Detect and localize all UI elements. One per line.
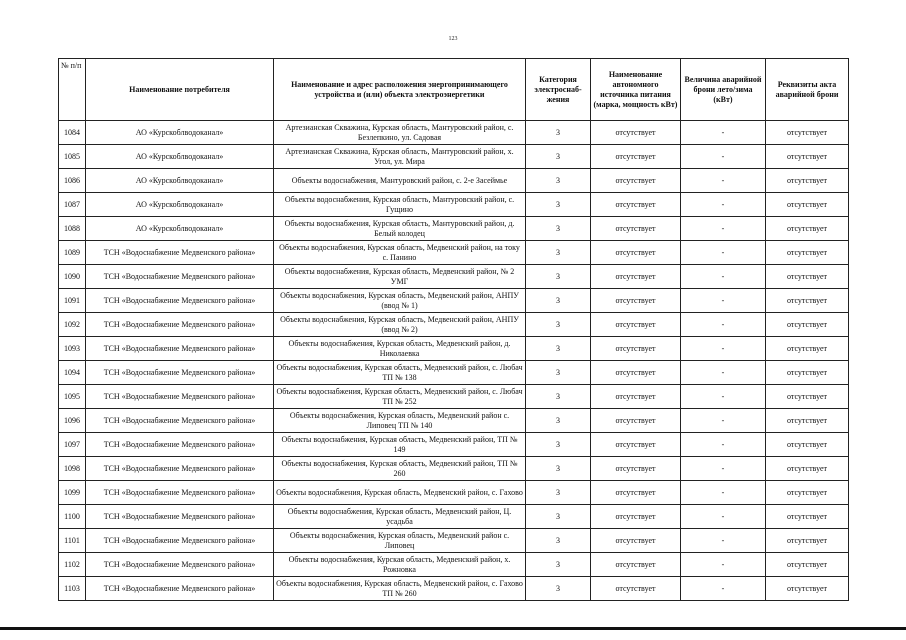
cell-source: отсутствует [591, 169, 681, 193]
cell-reserve: - [681, 217, 766, 241]
cell-reserve: - [681, 361, 766, 385]
cell-consumer: ТСН «Водоснабжение Медвенского района» [86, 481, 274, 505]
table-row [59, 241, 849, 265]
cell-reserve: - [681, 457, 766, 481]
cell-source: отсутствует [591, 577, 681, 601]
cell-source: отсутствует [591, 433, 681, 457]
header-reserve: Величина аварийной брони лето/зима (кВт) [681, 59, 766, 121]
cell-num: 1099 [59, 481, 86, 505]
page-number: 123 [448, 36, 458, 42]
cell-object: Объекты водоснабжения, Курская область, Медвенский район, д. Николаевка [274, 337, 526, 361]
cell-source: отсутствует [591, 553, 681, 577]
cell-source: отсутствует [591, 457, 681, 481]
table-body [59, 121, 849, 601]
cell-object: Объекты водоснабжения, Мантуровский район, с. 2-е Засеймье [274, 169, 526, 193]
cell-object: Объекты водоснабжения, Курская область, Медвенский район, с. Гахово ТП № 260 [274, 577, 526, 601]
cell-act: отсутствует [766, 145, 849, 169]
cell-object: Объекты водоснабжения, Курская область, Мантуровский район, д. Белый колодец [274, 217, 526, 241]
cell-act: отсутствует [766, 505, 849, 529]
cell-num: 1089 [59, 241, 86, 265]
table-row [59, 145, 849, 169]
cell-source: отсутствует [591, 265, 681, 289]
cell-reserve: - [681, 433, 766, 457]
table-row [59, 409, 849, 433]
cell-act: отсутствует [766, 433, 849, 457]
cell-num: 1100 [59, 505, 86, 529]
cell-category: 3 [526, 193, 591, 217]
cell-num: 1097 [59, 433, 86, 457]
header-category: Категория электроснаб-жения [526, 59, 591, 121]
table-row [59, 553, 849, 577]
cell-act: отсутствует [766, 289, 849, 313]
cell-consumer: ТСН «Водоснабжение Медвенского района» [86, 577, 274, 601]
cell-act: отсутствует [766, 529, 849, 553]
cell-source: отсутствует [591, 217, 681, 241]
table-row [59, 433, 849, 457]
cell-num: 1088 [59, 217, 86, 241]
cell-source: отсутствует [591, 193, 681, 217]
cell-category: 3 [526, 313, 591, 337]
cell-source: отсутствует [591, 313, 681, 337]
cell-object: Объекты водоснабжения, Курская область, Медвенский район с. Липовец [274, 529, 526, 553]
cell-source: отсутствует [591, 505, 681, 529]
cell-object: Артезианская Скважина, Курская область, Мантуровский район, с. Безлепкино, ул. Садовая [274, 121, 526, 145]
cell-act: отсутствует [766, 361, 849, 385]
cell-object: Объекты водоснабжения, Курская область, Медвенский район, ТП № 149 [274, 433, 526, 457]
cell-consumer: АО «Курскоблводоканал» [86, 145, 274, 169]
table-row [59, 577, 849, 601]
cell-act: отсутствует [766, 265, 849, 289]
table-header-row [59, 59, 849, 121]
table-row [59, 313, 849, 337]
cell-consumer: ТСН «Водоснабжение Медвенского района» [86, 409, 274, 433]
cell-object: Объекты водоснабжения, Курская область, Медвенский район, АНПУ (ввод № 1) [274, 289, 526, 313]
cell-source: отсутствует [591, 409, 681, 433]
cell-source: отсутствует [591, 241, 681, 265]
reserve-table [58, 58, 849, 601]
cell-consumer: ТСН «Водоснабжение Медвенского района» [86, 313, 274, 337]
table-row [59, 217, 849, 241]
cell-consumer: ТСН «Водоснабжение Медвенского района» [86, 385, 274, 409]
table-row [59, 361, 849, 385]
cell-act: отсутствует [766, 409, 849, 433]
cell-object: Объекты водоснабжения, Курская область, Медвенский район, с. Любач ТП № 252 [274, 385, 526, 409]
cell-reserve: - [681, 169, 766, 193]
cell-object: Объекты водоснабжения, Курская область, Медвенский район, с. Любач ТП № 138 [274, 361, 526, 385]
cell-reserve: - [681, 577, 766, 601]
cell-reserve: - [681, 313, 766, 337]
cell-num: 1091 [59, 289, 86, 313]
cell-consumer: ТСН «Водоснабжение Медвенского района» [86, 337, 274, 361]
cell-reserve: - [681, 241, 766, 265]
cell-reserve: - [681, 265, 766, 289]
cell-category: 3 [526, 217, 591, 241]
cell-reserve: - [681, 289, 766, 313]
cell-reserve: - [681, 337, 766, 361]
cell-consumer: АО «Курскоблводоканал» [86, 121, 274, 145]
cell-act: отсутствует [766, 577, 849, 601]
cell-source: отсутствует [591, 481, 681, 505]
cell-reserve: - [681, 145, 766, 169]
cell-act: отсутствует [766, 217, 849, 241]
cell-object: Артезианская Скважина, Курская область, Мантуровский район, х. Угол, ул. Мира [274, 145, 526, 169]
cell-num: 1086 [59, 169, 86, 193]
cell-act: отсутствует [766, 193, 849, 217]
cell-category: 3 [526, 241, 591, 265]
table-row [59, 337, 849, 361]
cell-source: отсутствует [591, 145, 681, 169]
cell-act: отсутствует [766, 313, 849, 337]
cell-object: Объекты водоснабжения, Курская область, Медвенский район, х. Рожновка [274, 553, 526, 577]
cell-object: Объекты водоснабжения, Курская область, Медвенский район, на току с. Панино [274, 241, 526, 265]
cell-category: 3 [526, 385, 591, 409]
cell-reserve: - [681, 553, 766, 577]
cell-consumer: ТСН «Водоснабжение Медвенского района» [86, 529, 274, 553]
table-row [59, 169, 849, 193]
header-source: Наименование автономного источника питания (марка, мощность кВт) [591, 59, 681, 121]
cell-act: отсутствует [766, 385, 849, 409]
cell-reserve: - [681, 529, 766, 553]
cell-source: отсутствует [591, 289, 681, 313]
table-row [59, 457, 849, 481]
cell-num: 1101 [59, 529, 86, 553]
header-object: Наименование и адрес расположения энергопринимающего устройства и (или) объекта электроэнергетики [274, 59, 526, 121]
cell-category: 3 [526, 409, 591, 433]
cell-reserve: - [681, 505, 766, 529]
cell-num: 1090 [59, 265, 86, 289]
header-act: Реквизиты акта аварийной брони [766, 59, 849, 121]
cell-consumer: ТСН «Водоснабжение Медвенского района» [86, 289, 274, 313]
cell-category: 3 [526, 457, 591, 481]
header-consumer: Наименование потребителя [86, 59, 274, 121]
cell-category: 3 [526, 481, 591, 505]
cell-object: Объекты водоснабжения, Курская область, Медвенский район, ТП № 260 [274, 457, 526, 481]
cell-consumer: ТСН «Водоснабжение Медвенского района» [86, 265, 274, 289]
header-num: № п/п [59, 59, 86, 121]
table-row [59, 121, 849, 145]
cell-category: 3 [526, 361, 591, 385]
cell-act: отсутствует [766, 241, 849, 265]
cell-reserve: - [681, 193, 766, 217]
cell-object: Объекты водоснабжения, Курская область, Медвенский район, Ц. усадьба [274, 505, 526, 529]
cell-reserve: - [681, 481, 766, 505]
cell-consumer: ТСН «Водоснабжение Медвенского района» [86, 457, 274, 481]
cell-act: отсутствует [766, 553, 849, 577]
cell-consumer: АО «Курскоблводоканал» [86, 169, 274, 193]
cell-source: отсутствует [591, 361, 681, 385]
cell-category: 3 [526, 169, 591, 193]
table-row [59, 193, 849, 217]
cell-category: 3 [526, 577, 591, 601]
cell-category: 3 [526, 529, 591, 553]
cell-num: 1094 [59, 361, 86, 385]
cell-act: отсутствует [766, 337, 849, 361]
cell-object: Объекты водоснабжения, Курская область, Медвенский район, АНПУ (ввод № 2) [274, 313, 526, 337]
cell-num: 1102 [59, 553, 86, 577]
cell-consumer: ТСН «Водоснабжение Медвенского района» [86, 505, 274, 529]
cell-num: 1095 [59, 385, 86, 409]
table-row [59, 505, 849, 529]
table-row [59, 289, 849, 313]
cell-source: отсутствует [591, 529, 681, 553]
cell-consumer: ТСН «Водоснабжение Медвенского района» [86, 433, 274, 457]
cell-act: отсутствует [766, 121, 849, 145]
cell-object: Объекты водоснабжения, Курская область, Мантуровский район, с. Гущино [274, 193, 526, 217]
table-row [59, 385, 849, 409]
cell-num: 1087 [59, 193, 86, 217]
cell-object: Объекты водоснабжения, Курская область, Медвенский район с. Липовец ТП № 140 [274, 409, 526, 433]
cell-num: 1096 [59, 409, 86, 433]
cell-source: отсутствует [591, 337, 681, 361]
cell-num: 1085 [59, 145, 86, 169]
cell-reserve: - [681, 121, 766, 145]
scan-edge-line [0, 627, 906, 630]
cell-consumer: ТСН «Водоснабжение Медвенского района» [86, 553, 274, 577]
cell-source: отсутствует [591, 385, 681, 409]
cell-category: 3 [526, 289, 591, 313]
cell-consumer: ТСН «Водоснабжение Медвенского района» [86, 241, 274, 265]
cell-category: 3 [526, 265, 591, 289]
table-row [59, 529, 849, 553]
cell-category: 3 [526, 433, 591, 457]
table-row [59, 265, 849, 289]
cell-object: Объекты водоснабжения, Курская область, Медвенский район, с. Гахово [274, 481, 526, 505]
cell-num: 1092 [59, 313, 86, 337]
cell-reserve: - [681, 409, 766, 433]
cell-category: 3 [526, 505, 591, 529]
cell-category: 3 [526, 145, 591, 169]
cell-num: 1093 [59, 337, 86, 361]
cell-act: отсутствует [766, 481, 849, 505]
cell-consumer: АО «Курскоблводоканал» [86, 217, 274, 241]
cell-consumer: АО «Курскоблводоканал» [86, 193, 274, 217]
cell-consumer: ТСН «Водоснабжение Медвенского района» [86, 361, 274, 385]
cell-num: 1098 [59, 457, 86, 481]
cell-category: 3 [526, 121, 591, 145]
cell-act: отсутствует [766, 169, 849, 193]
cell-act: отсутствует [766, 457, 849, 481]
cell-num: 1103 [59, 577, 86, 601]
cell-source: отсутствует [591, 121, 681, 145]
table-row [59, 481, 849, 505]
cell-category: 3 [526, 553, 591, 577]
cell-reserve: - [681, 385, 766, 409]
cell-object: Объекты водоснабжения, Курская область, Медвенский район, № 2 УМГ [274, 265, 526, 289]
cell-category: 3 [526, 337, 591, 361]
cell-num: 1084 [59, 121, 86, 145]
